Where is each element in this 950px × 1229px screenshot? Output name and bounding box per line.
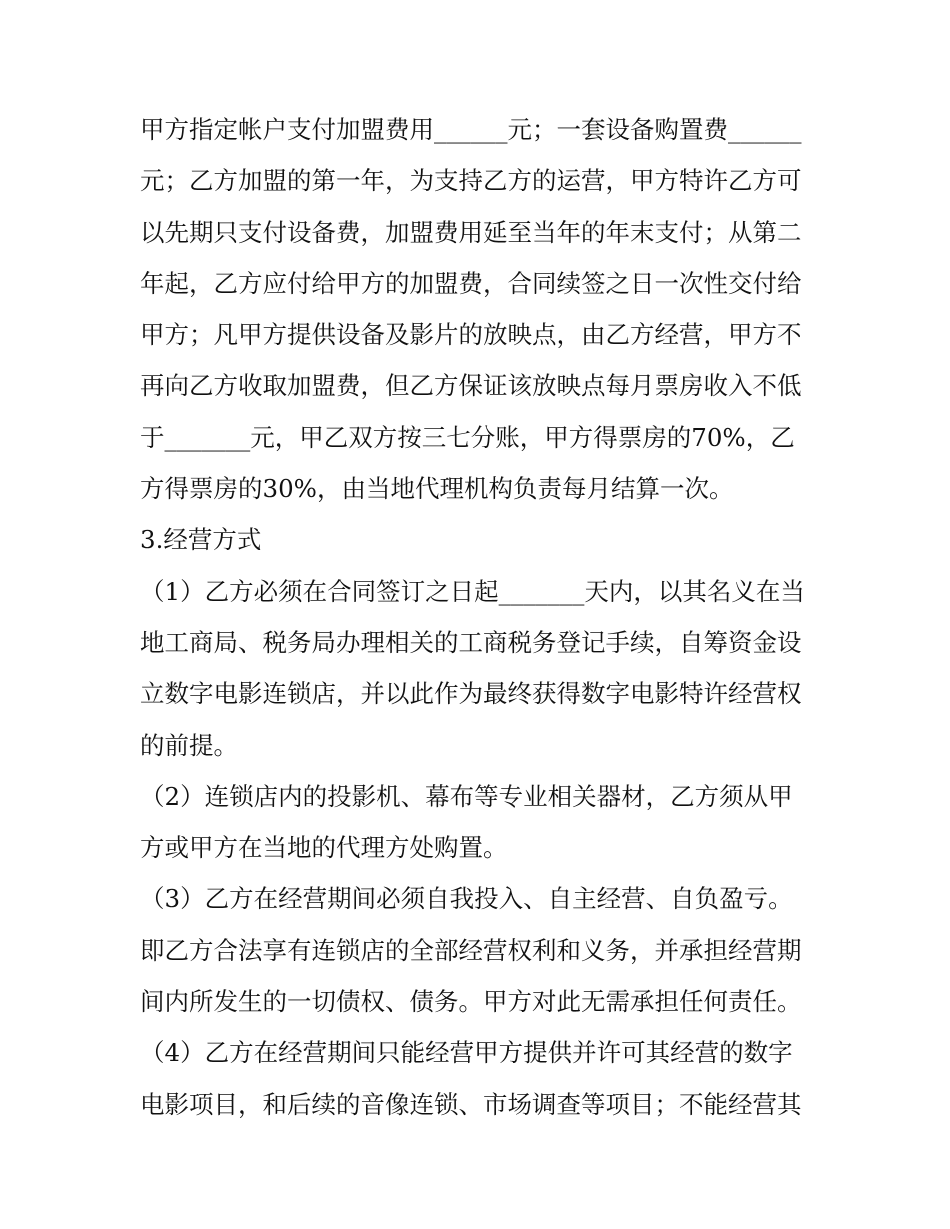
document-body (140, 104, 820, 1130)
clause-line: （4）乙方在经营期间只能经营甲方提供并许可其经营的数字 (140, 1038, 793, 1068)
text-line: 再向乙方收取加盟费，但乙方保证该放映点每月票房收入不低 (140, 371, 802, 401)
text-line: 间内所发生的一切债权、债务。甲方对此无需承担任何责任。 (140, 987, 802, 1017)
text-line: 以先期只支付设备费，加盟费用延至当年的年末支付；从第二 (140, 217, 802, 247)
clause-line: （1）乙方必须在合同签订之日起_______天内，以其名义在当 (140, 576, 805, 606)
text-line: 的前提。 (140, 730, 238, 760)
text-line: 年起，乙方应付给甲方的加盟费，合同续签之日一次性交付给 (140, 268, 802, 298)
text-line: 方得票房的30%，由当地代理机构负责每月结算一次。 (140, 474, 734, 504)
text-line: 立数字电影连锁店，并以此作为最终获得数字电影特许经营权 (140, 679, 802, 709)
text-line: 于_______元，甲乙双方按三七分账，甲方得票房的70%，乙 (140, 422, 795, 452)
text-line: 甲方；凡甲方提供设备及影片的放映点，由乙方经营，甲方不 (140, 320, 802, 350)
clause-line: （3）乙方在经营期间必须自我投入、自主经营、自负盈亏。 (140, 884, 793, 914)
text-line: 即乙方合法享有连锁店的全部经营权利和义务，并承担经营期 (140, 935, 802, 965)
text-line: 甲方指定帐户支付加盟费用______元；一套设备购置费______ (140, 115, 802, 144)
text-line: 地工商局、税务局办理相关的工商税务登记手续，自筹资金设 (140, 627, 802, 657)
text-line: 元；乙方加盟的第一年，为支持乙方的运营，甲方特许乙方可 (140, 166, 802, 196)
clause-line: （2）连锁店内的投影机、幕布等专业相关器材，乙方须从甲 (140, 781, 793, 811)
text-line: 方或甲方在当地的代理方处购置。 (140, 833, 508, 863)
section-heading: 3.经营方式 (140, 525, 262, 555)
text-line: 电影项目，和后续的音像连锁、市场调查等项目；不能经营其 (140, 1089, 802, 1119)
